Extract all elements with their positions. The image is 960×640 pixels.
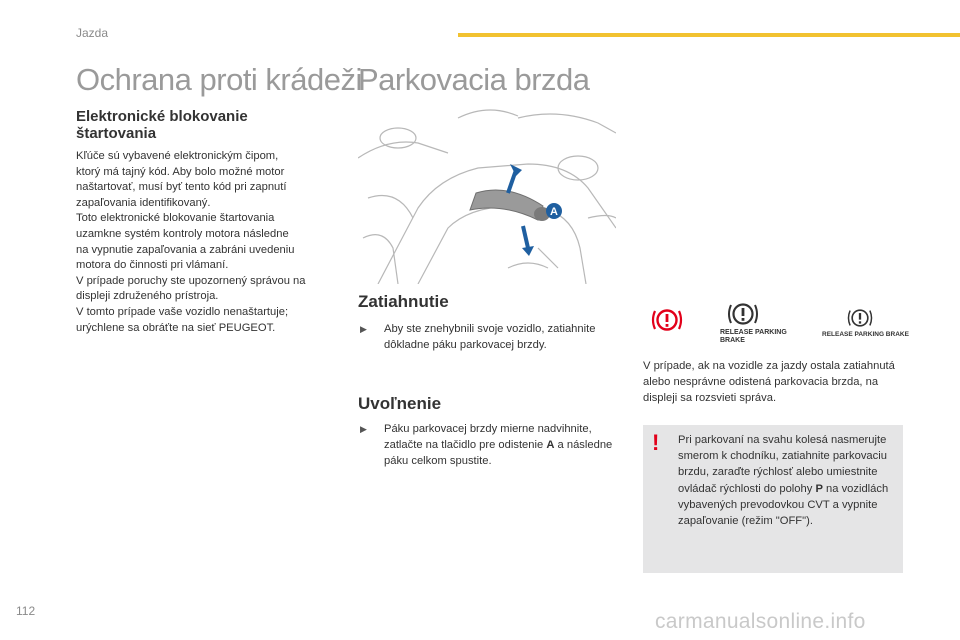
body-line: motora do činnosti pri vlámaní. <box>76 259 229 272</box>
watermark: carmanualsonline.info <box>655 610 866 633</box>
release-text-part2: a následne páku celkom spustite. <box>384 439 613 467</box>
immobiliser-heading-line1: Elektronické blokovanie <box>76 108 248 125</box>
note-text-bold: P <box>815 482 823 495</box>
brake-warning-display-icon <box>726 300 760 328</box>
page-number: 112 <box>16 604 36 618</box>
body-line: Kľúče sú vybavené elektronickým čipom, <box>76 150 279 162</box>
warning-message: V prípade, ak na vozidle za jazdy ostala zatiahnutá alebo nesprávne odistená parkovacia brzda, na displeji sa rozsvieti správa. <box>643 360 895 404</box>
release-label-line2: BRAKE <box>720 337 745 344</box>
apply-bullet <box>360 321 622 361</box>
exclamation-icon: ! <box>652 430 660 455</box>
brake-warning-display-icon-small <box>846 306 874 330</box>
body-line: zapaľovania identifikovaný. <box>76 196 211 209</box>
release-label-line1: RELEASE PARKING <box>720 329 787 336</box>
body-line: naštartovať, musí byť tento kód pri zapnutí <box>76 181 287 194</box>
immobiliser-heading <box>76 108 336 142</box>
brake-warning-red-icon <box>650 306 684 334</box>
bullet-arrow-icon: ▶ <box>360 424 367 434</box>
accent-bar <box>458 33 960 37</box>
body-line: ktorý má tajný kód. Aby bolo možné motor <box>76 165 285 178</box>
body-line: V tomto prípade vaše vozidlo nenaštartuje; <box>76 305 289 318</box>
apply-heading: Zatiahnutie <box>358 292 449 311</box>
body-line: Toto elektronické blokovanie štartovania <box>76 212 275 225</box>
release-text-part1: Páku parkovacej brzdy mierne nadvihnite, zatlačte na tlačidlo pre odistenie <box>384 423 592 451</box>
anti-theft-title: Ochrana proti krádeži <box>76 62 362 97</box>
release-parking-brake-label-a <box>720 329 787 345</box>
body-line: na vypnutie zapaľovania a zabráni uvedeniu <box>76 243 295 256</box>
note-text <box>678 432 900 529</box>
body-line: displeji združeného prístroja. <box>76 290 219 303</box>
body-line: V prípade poruchy ste upozornený správou na <box>76 274 306 287</box>
body-line: urýchlene sa obráťte na sieť PEUGEOT. <box>76 321 276 334</box>
note-text-part1: Pri parkovaní na svahu kolesá nasmerujte smerom k chodníku, zatiahnite parkovaciu brzdu, zaraďte rýchlosť alebo umiestnite ovládač rýchlosti do polohy <box>678 434 887 495</box>
body-line: uzamkne systém kontroly motora následne <box>76 227 289 240</box>
parking-brake-illustration <box>358 98 616 284</box>
parking-brake-title: Parkovacia brzda <box>358 62 590 97</box>
release-heading: Uvoľnenie <box>358 394 442 413</box>
release-bullet-text <box>384 421 624 469</box>
release-bullet <box>360 421 622 473</box>
bullet-arrow-icon: ▶ <box>360 324 367 334</box>
release-parking-brake-label-b: RELEASE PARKING BRAKE <box>822 331 909 338</box>
note-text-part2: na vozidlách vybavených prevodovkou CVT a vypnite zapaľovanie (režim "OFF"). <box>678 482 889 528</box>
immobiliser-body <box>76 149 338 336</box>
apply-bullet-text: Aby ste znehybnili svoje vozidlo, zatiahnite dôkladne páku parkovacej brzdy. <box>384 323 596 351</box>
immobiliser-heading-line2: štartovania <box>76 125 157 142</box>
release-text-bold: A <box>546 439 555 451</box>
section-label: Jazda <box>76 26 109 40</box>
button-a-label: A <box>550 206 558 218</box>
